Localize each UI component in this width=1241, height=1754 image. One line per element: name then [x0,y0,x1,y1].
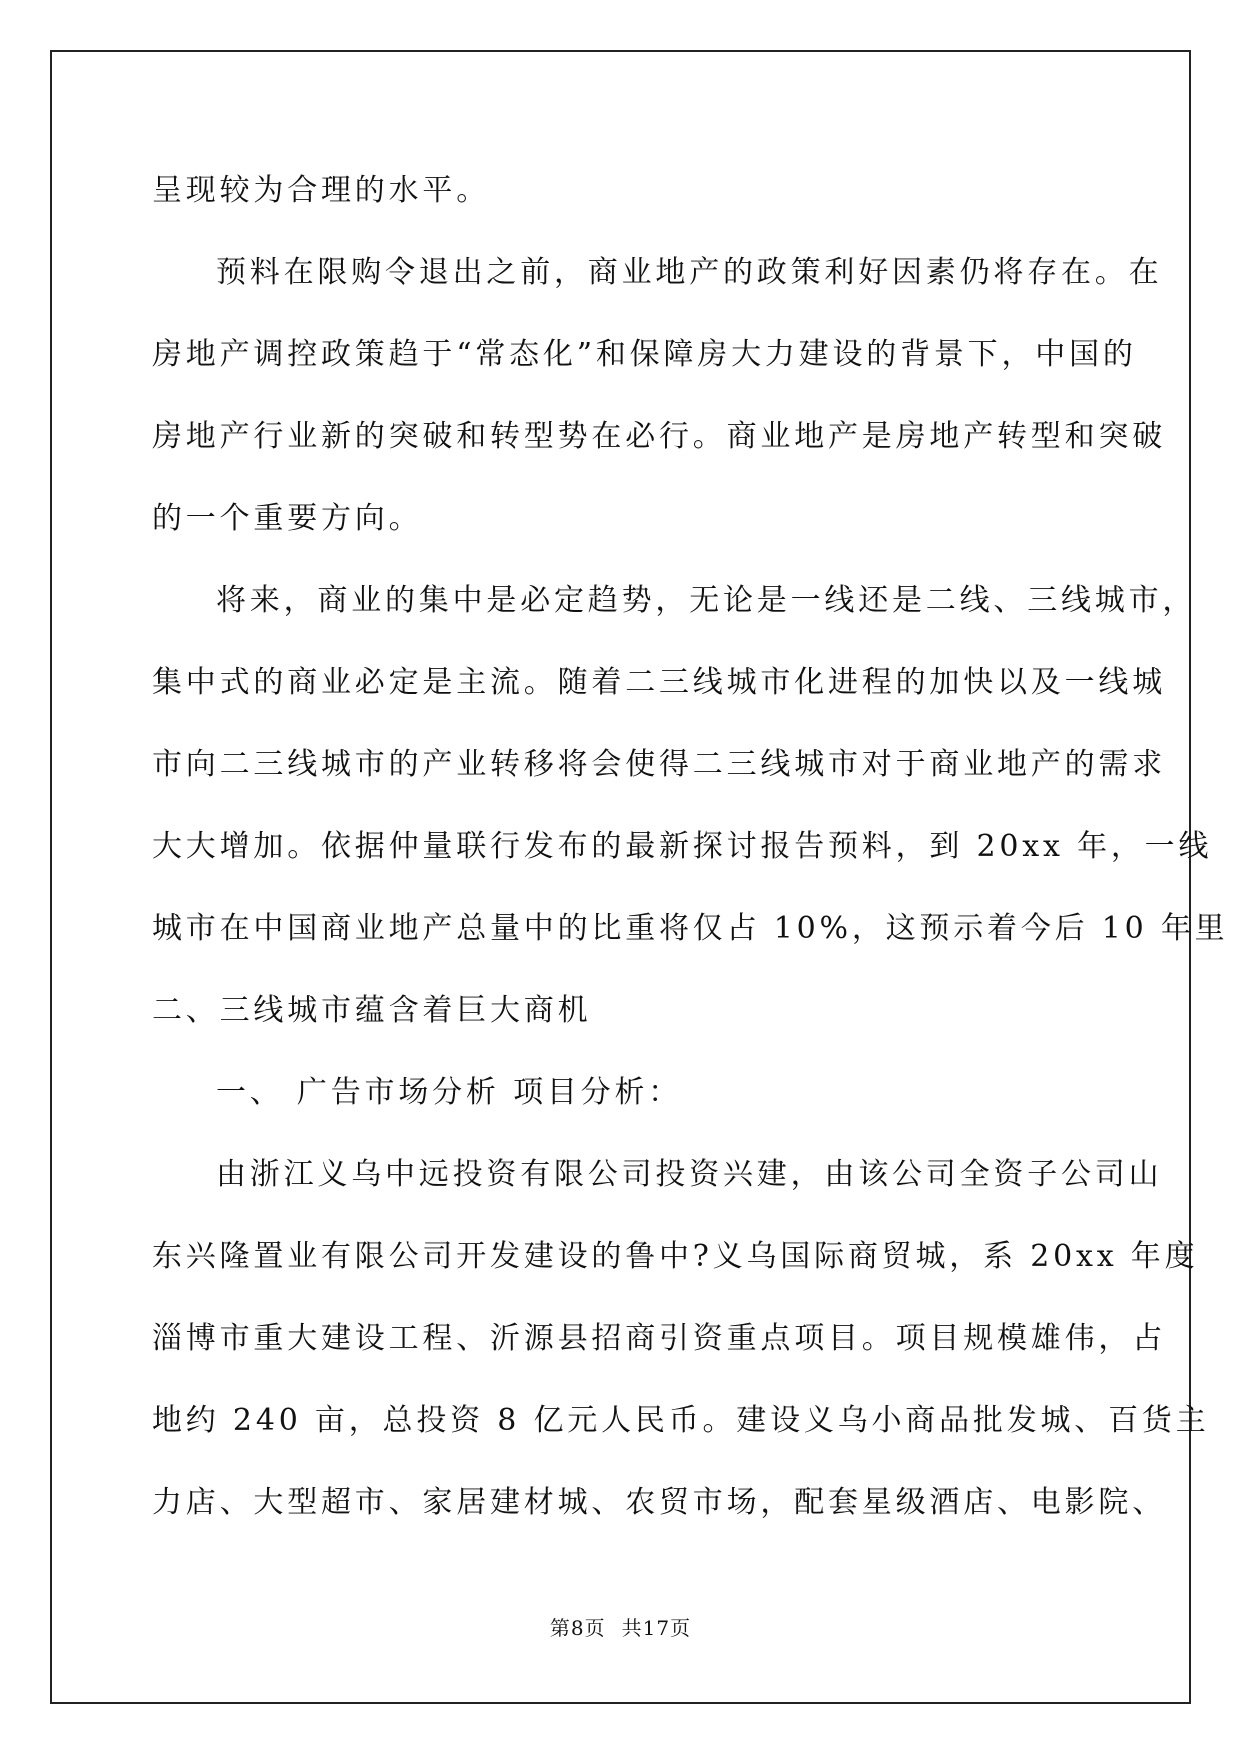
text-line: 的一个重要方向。 [152,501,423,536]
text-line: 二、三线城市蕴含着巨大商机 [152,993,592,1028]
text-line: 城市在中国商业地产总量中的比重将仅占 10%，这预示着今后 10 年里 [152,911,1229,946]
text-line: 市向二三线城市的产业转移将会使得二三线城市对于商业地产的需求 [152,747,1166,782]
document-body [152,150,1229,1544]
text-line: 将来，商业的集中是必定趋势，无论是一线还是二线、三线城市， [216,583,1197,618]
text-line: 集中式的商业必定是主流。随着二三线城市化进程的加快以及一线城 [152,665,1166,700]
text-line: 淄博市重大建设工程、沂源县招商引资重点项目。项目规模雄伟，占 [152,1321,1166,1356]
page-footer [0,1612,1241,1641]
text-line: 大大增加。依据仲量联行发布的最新探讨报告预料，到 20xx 年，一线 [152,829,1213,864]
text-line: 由浙江义乌中远投资有限公司投资兴建，由该公司全资子公司山 [216,1157,1163,1192]
text-line: 呈现较为合理的水平。 [152,173,490,208]
text-line: 房地产行业新的突破和转型势在必行。商业地产是房地产转型和突破 [152,419,1166,454]
text-line: 房地产调控政策趋于“常态化”和保障房大力建设的背景下，中国的 [152,337,1137,372]
page-total: 共17页 [621,1616,692,1640]
text-line: 东兴隆置业有限公司开发建设的鲁中?义乌国际商贸城，系 20xx 年度 [152,1239,1199,1274]
section-heading: 一、 广告市场分析 项目分析： [216,1075,683,1110]
text-line: 力店、大型超市、家居建材城、农贸市场，配套星级酒店、电影院、 [152,1485,1166,1520]
text-line: 地约 240 亩，总投资 8 亿元人民币。建设义乌小商品批发城、百货主 [152,1403,1210,1438]
text-line: 预料在限购令退出之前，商业地产的政策利好因素仍将存在。在 [216,255,1163,290]
page-number: 第8页 [549,1616,606,1640]
